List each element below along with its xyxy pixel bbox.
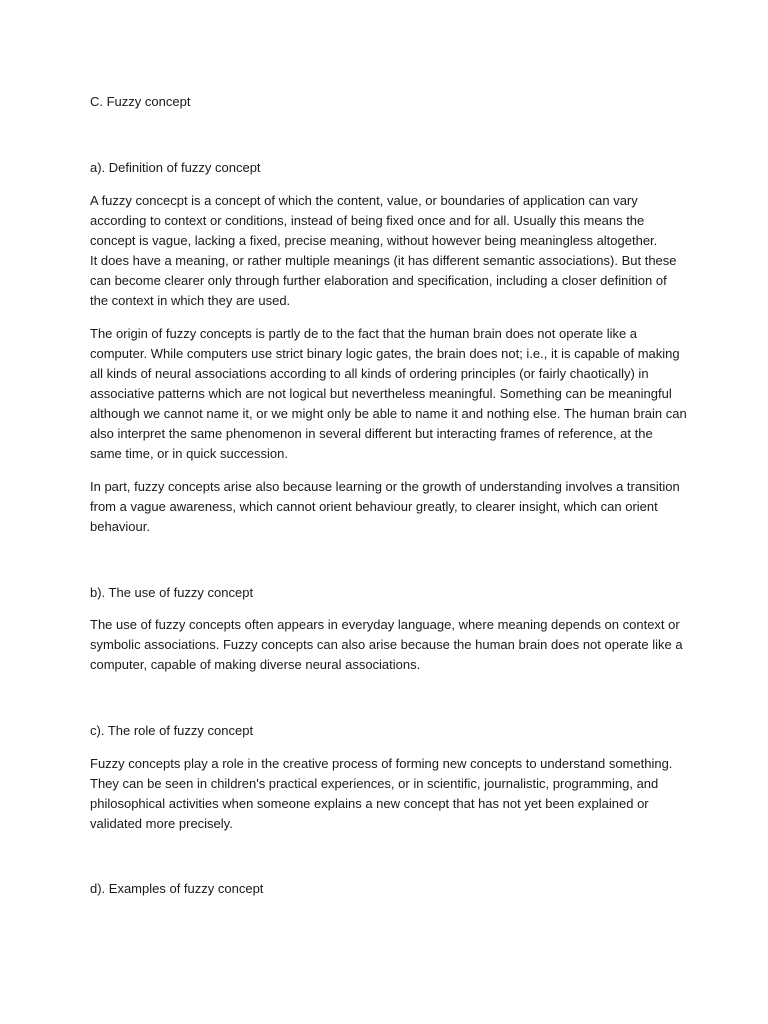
subsection-heading-definition: a). Definition of fuzzy concept: [90, 160, 261, 175]
text-line: all kinds of neural associations according to all kinds of ordering principles (or fairly chaotically) in: [90, 366, 649, 381]
text-line: Fuzzy concepts play a role in the creative process of forming new concepts to understand something.: [90, 756, 673, 771]
text-line: behaviour.: [90, 519, 150, 534]
text-line: validated more precisely.: [90, 816, 233, 831]
text-line: In part, fuzzy concepts arise also because learning or the growth of understanding involves a transition: [90, 479, 680, 494]
paragraph-definition-2: [90, 324, 687, 464]
text-line: computer, capable of making diverse neural associations.: [90, 657, 421, 672]
section-title: C. Fuzzy concept: [90, 94, 191, 109]
text-line: same time, or in quick succession.: [90, 446, 288, 461]
text-line: although we cannot name it, or we might only be able to name it and nothing else. The human brain can: [90, 406, 687, 421]
text-line: They can be seen in children's practical experiences, or in scientific, journalistic, programming, and: [90, 776, 659, 791]
text-line: The use of fuzzy concepts often appears in everyday language, where meaning depends on context or: [90, 617, 680, 632]
text-line: according to context or conditions, instead of being fixed once and for all. Usually this means the: [90, 213, 645, 228]
text-line: also interpret the same phenomenon in several different but interacting frames of reference, at the: [90, 426, 653, 441]
text-line: The origin of fuzzy concepts is partly de to the fact that the human brain does not operate like a: [90, 326, 638, 341]
subsection-heading-role: c). The role of fuzzy concept: [90, 723, 254, 738]
text-line: computer. While computers use strict binary logic gates, the brain does not; i.e., it is capable of making: [90, 346, 680, 361]
subsection-heading-examples: d). Examples of fuzzy concept: [90, 881, 264, 896]
text-line: the context in which they are used.: [90, 293, 291, 308]
text-line: associative patterns which are not logical but nevertheless meaningful. Something can be meaningful: [90, 386, 672, 401]
text-line: concept is vague, lacking a fixed, precise meaning, without however being meaningless altogether.: [90, 233, 658, 248]
paragraph-use-1: [90, 615, 682, 675]
paragraph-definition-3: [90, 477, 682, 537]
text-line: can become clearer only through further elaboration and specification, including a closer definition of: [90, 273, 667, 288]
text-line: It does have a meaning, or rather multiple meanings (it has different semantic associations). But these: [90, 253, 677, 268]
paragraph-definition-1: [90, 191, 682, 311]
text-line: from a vague awareness, which cannot orient behaviour greatly, to clearer insight, which can orient: [90, 499, 658, 514]
text-line: symbolic associations. Fuzzy concepts can also arise because the human brain does not operate like a: [90, 637, 683, 652]
paragraph-role-1: [90, 754, 682, 834]
text-line: A fuzzy concecpt is a concept of which the content, value, or boundaries of application can vary: [90, 193, 638, 208]
subsection-heading-use: b). The use of fuzzy concept: [90, 585, 254, 600]
text-line: philosophical activities when someone explains a new concept that has not yet been explained or: [90, 796, 649, 811]
